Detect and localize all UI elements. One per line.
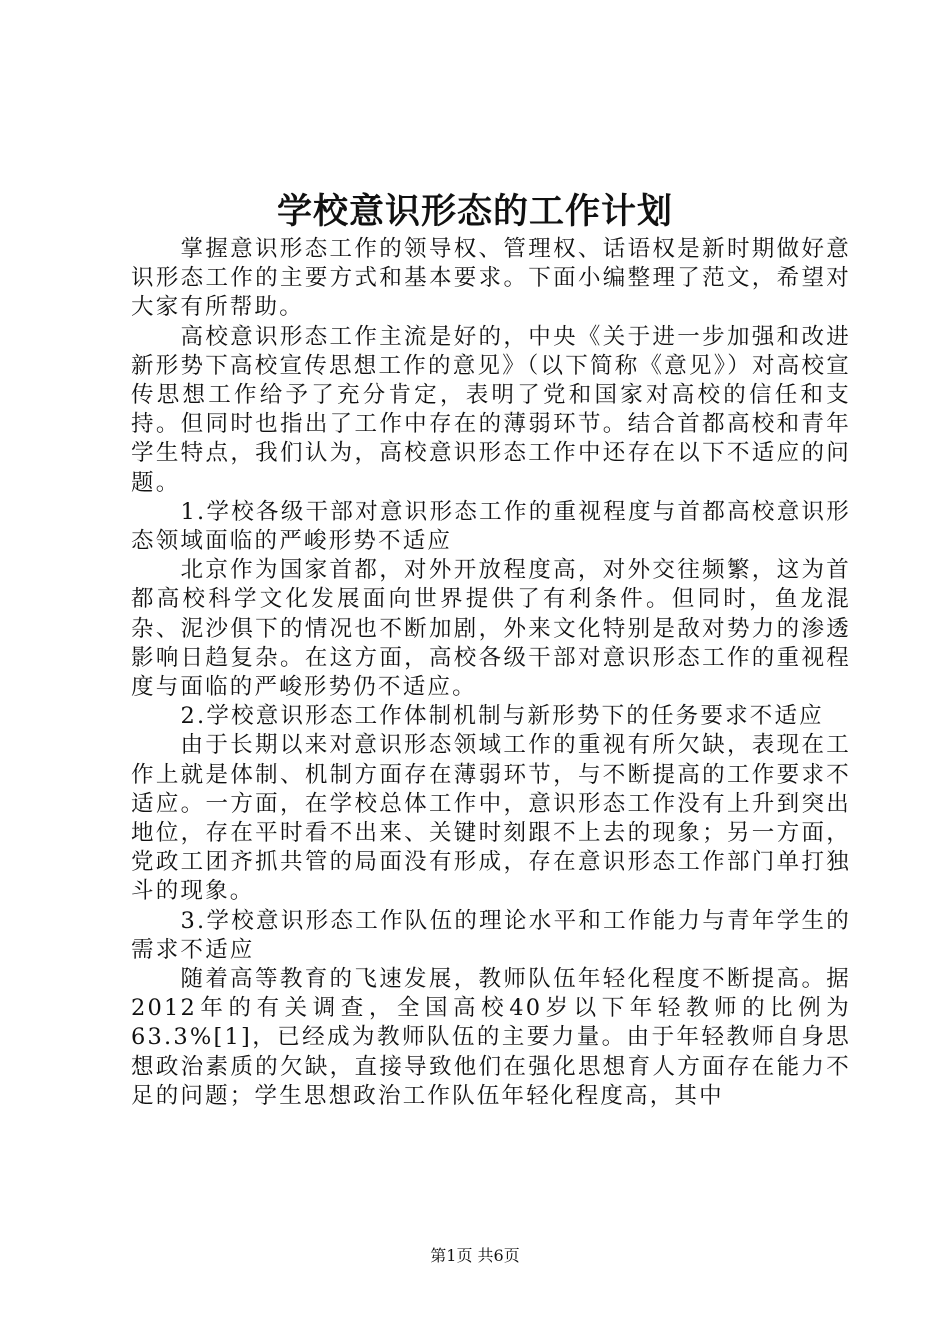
- paragraph: 北京作为国家首都，对外开放程度高，对外交往频繁，这为首都高校科学文化发展面向世界提供了有利条件。但同时，鱼龙混杂、泥沙俱下的情况也不断加剧，外来文化特别是敌对势力的渗透影响日趋复杂。在这方面，高校各级干部对意识形态工作的重视程度与面临的严峻形势仍不适应。: [131, 557, 851, 701]
- paragraph: 高校意识形态工作主流是好的，中央《关于进一步加强和改进新形势下高校宣传思想工作的意见》（以下简称《意见》）对高校宣传思想工作给予了充分肯定，表明了党和国家对高校的信任和支持。但同时也指出了工作中存在的薄弱环节。结合首都高校和青年学生特点，我们认为，高校意识形态工作中还存在以下不适应的问题。: [131, 323, 851, 496]
- paragraph: 随着高等教育的飞速发展，教师队伍年轻化程度不断提高。据2012年的有关调查，全国高校40岁以下年轻教师的比例为63.3%[1]，已经成为教师队伍的主要力量。由于年轻教师自身思想政治素质的欠缺，直接导致他们在强化思想育人方面存在能力不足的问题；学生思想政治工作队伍年轻化程度高，其中: [131, 966, 851, 1109]
- document-title: 学校意识形态的工作计划: [276, 191, 673, 232]
- section-heading: 2.学校意识形态工作体制机制与新形势下的任务要求不适应: [180, 703, 824, 730]
- paragraph: 掌握意识形态工作的领导权、管理权、话语权是新时期做好意识形态工作的主要方式和基本要求。下面小编整理了范文，希望对大家有所帮助。: [131, 236, 851, 321]
- paragraph: 由于长期以来对意识形态领域工作的重视有所欠缺，表现在工作上就是体制、机制方面存在薄弱环节，与不断提高的工作要求不适应。一方面，在学校总体工作中，意识形态工作没有上升到突出地位，存在平时看不出来、关键时刻跟不上去的现象；另一方面，党政工团齐抓共管的局面没有形成，存在意识形态工作部门单打独斗的现象。: [131, 732, 851, 905]
- section-heading: 1.学校各级干部对意识形态工作的重视程度与首都高校意识形态领域面临的严峻形势不适应: [131, 498, 851, 555]
- document-body: [131, 235, 851, 1111]
- page-footer: 第1页 共6页: [430, 1246, 520, 1265]
- section-heading: 3.学校意识形态工作队伍的理论水平和工作能力与青年学生的需求不适应: [131, 907, 851, 963]
